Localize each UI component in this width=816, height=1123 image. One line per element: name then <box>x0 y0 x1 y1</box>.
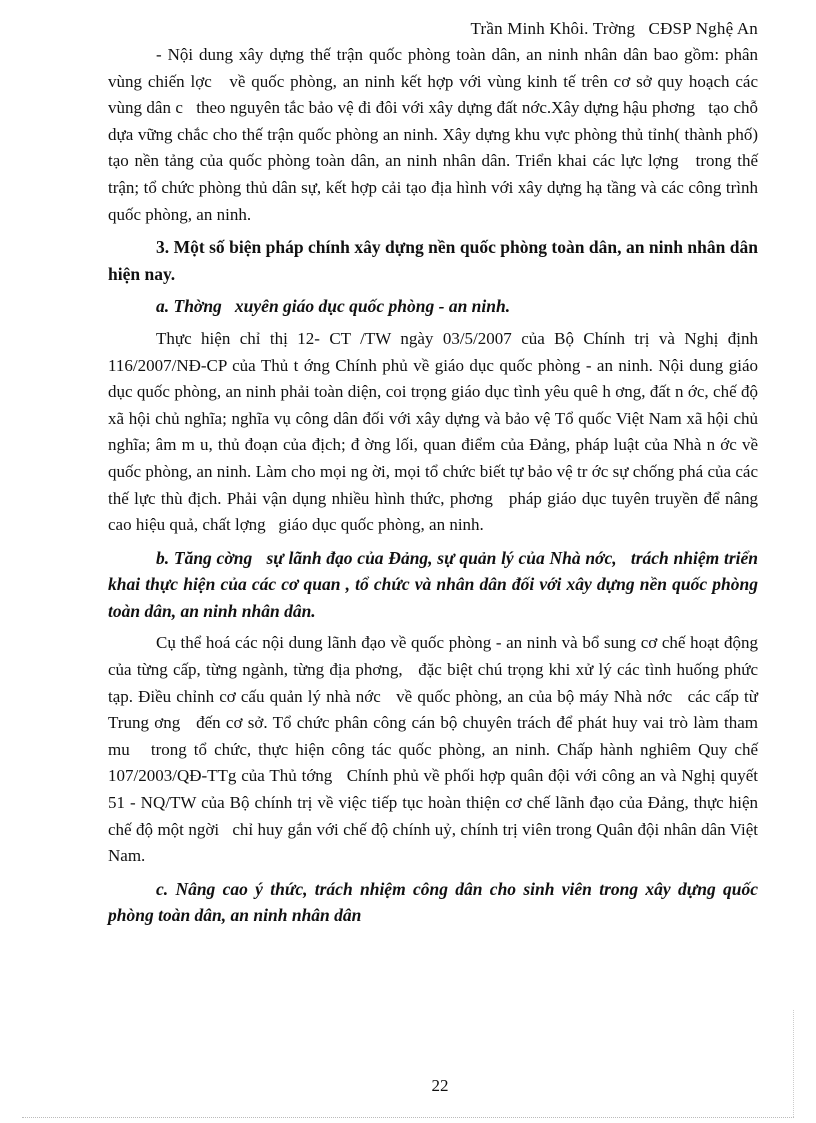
paragraph-defense-posture: - Nội dung xây dựng thế trận quốc phòng toàn dân, an ninh nhân dân bao gồm: phân vùng chiến lợc về quốc phòng, an ninh kết hợp với vùng kinh tế trên cơ sở quy hoạch các vùng dân c theo nguyên tắc bảo vệ đi đôi với xây dựng đất nớc.Xây dựng hậu phơng tạo chỗ dựa vững chắc cho thế trận quốc phòng an ninh. Xây dựng khu vực phòng thủ tỉnh( thành phố) tạo nền tảng của quốc phòng toàn dân, an ninh nhân dân. Triển khai các lực lợng trong thế trận; tổ chức phòng thủ dân sự, kết hợp cải tạo địa hình với xây dựng hạ tầng và các công trình quốc phòng, an ninh. <box>108 45 763 224</box>
footer-divider <box>22 1117 794 1118</box>
page-number: 22 <box>431 1076 449 1095</box>
section-heading-3: 3. Một số biện pháp chính xây dựng nền quốc phòng toàn dân, an ninh nhân dân hiện nay. <box>108 237 758 284</box>
paragraph-education: Thực hiện chỉ thị 12- CT /TW ngày 03/5/2007 của Bộ Chính trị và Nghị định 116/2007/NĐ-CP của Thủ t ớng Chính phủ về giáo dục quốc phòng - an ninh. Nội dung giáo dục quốc phòng, an ninh phải toàn diện, coi trọng giáo dục tình yêu quê h ơng, đất n ớc, chế độ xã hội chủ nghĩa; nghĩa vụ công dân đối với xây dựng và bảo vệ Tổ quốc Việt Nam xã hội chủ nghĩa; âm m u, thủ đoạn của địch; đ ờng lối, quan điểm của Đảng, pháp luật của Nhà n ớc về quốc phòng, an ninh. Làm cho mọi ng ời, mọi tổ chức biết tự bảo vệ tr ớc sự chống phá của các thế lực thù địch. Phải vận dụng nhiều hình thức, phơng pháp giáo dục tuyên truyền để nâng cao hiệu quả, chất lợng giáo dục quốc phòng, an ninh. <box>108 328 763 535</box>
page-content <box>108 42 763 935</box>
paragraph-leadership: Cụ thể hoá các nội dung lãnh đạo về quốc phòng - an ninh và bổ sung cơ chế hoạt động của từng cấp, từng ngành, từng địa phơng, đặc biệt chú trọng khi xử lý các tình huống phức tạp. Điều chỉnh cơ cấu quản lý nhà nớc về quốc phòng, an của bộ máy Nhà nớc các cấp từ Trung ơng đến cơ sở. Tổ chức phân công cán bộ chuyên trách để phát huy vai trò làm tham mu trong tổ chức, thực hiện công tác quốc phòng, an ninh. Chấp hành nghiêm Quy chế 107/2003/QĐ-TTg của Thủ tớng Chính phủ về phối hợp quân đội với công an và Nghị quyết 51 - NQ/TW của Bộ chính trị về việc tiếp tục hoàn thiện cơ chế lãnh đạo của Đảng, thực hiện chế độ một ngời chỉ huy gắn với chế độ chính uỷ, chính trị viên trong Quân đội nhân dân Việt Nam. <box>108 633 763 866</box>
page-edge-divider <box>793 1010 794 1117</box>
subsection-heading-a: a. Thờng xuyên giáo dục quốc phòng - an ninh. <box>156 296 511 317</box>
subsection-heading-b: b. Tăng cờng sự lãnh đạo của Đảng, sự quản lý của Nhà nớc, trách nhiệm triển khai thực hiện của các cơ quan , tổ chức và nhân dân đối với xây dựng nền quốc phòng toàn dân, an ninh nhân dân. <box>108 547 763 621</box>
subsection-heading-c: c. Nâng cao ý thức, trách nhiệm công dân cho sinh viên trong xây dựng quốc phòng toàn dân, an ninh nhân dân <box>108 878 763 926</box>
page-header: Trần Minh Khôi. Trờng CĐSP Nghệ An <box>470 19 758 38</box>
